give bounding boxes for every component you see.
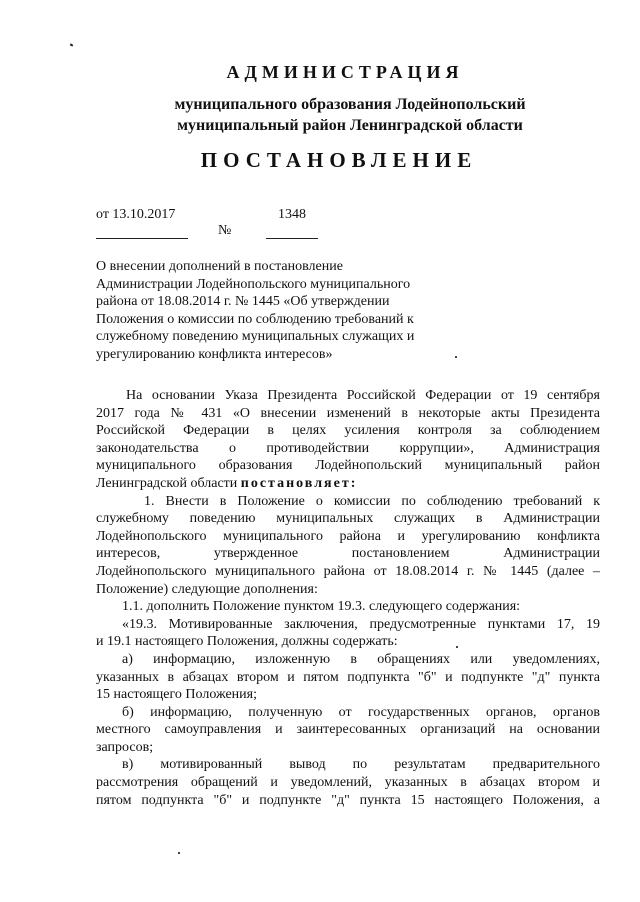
subject-line: урегулированию конфликта интересов» <box>96 346 333 362</box>
number-underline <box>266 238 318 239</box>
org-subtitle-line-2: муниципальный район Ленинградской области <box>177 117 523 134</box>
scan-artifact <box>70 43 74 46</box>
body-line: законодательства о противодействии коррупции», Администрация <box>96 440 600 456</box>
document-body <box>96 387 600 809</box>
scan-speck <box>456 646 458 648</box>
body-line <box>96 475 600 493</box>
date-underline <box>96 238 188 239</box>
body-line: «19.3. Мотивированные заключения, предусмотренные пунктами 17, 19 <box>122 616 600 632</box>
subject-line: О внесении дополнений в постановление <box>96 259 343 274</box>
body-line: 2017 года № 431 «О внесении изменений в некоторые акты Президента <box>96 405 600 421</box>
document-type-title: ПОСТАНОВЛЕНИЕ <box>200 148 478 172</box>
subject-line: района от 18.08.2014 г. № 1445 «Об утверждении <box>96 294 390 309</box>
body-line: Положение) следующие дополнения: <box>96 581 318 597</box>
body-line: Лодейнопольского муниципального района и урегулированию конфликта <box>96 528 600 544</box>
body-line: 1.1. дополнить Положение пунктом 19.3. следующего содержания: <box>122 599 521 615</box>
body-line: а) информацию, изложенную в обращениях или уведомлениях, <box>122 651 600 667</box>
scan-speck <box>455 356 457 358</box>
body-line: На основании Указа Президента Российской Федерации от 19 сентября <box>126 388 600 403</box>
document-subject <box>96 258 466 363</box>
body-line: и 19.1 настоящего Положения, должны содержать: <box>96 634 398 650</box>
body-line: Российской Федерации в целях усиления контроля за соблюдением <box>96 423 600 439</box>
body-line: 1. Внести в Положение о комиссии по соблюдению требований к <box>144 493 600 509</box>
body-line: в) мотивированный вывод по результатам предварительного <box>122 757 600 773</box>
number-sign: № <box>218 223 232 238</box>
body-line: рассмотрения обращений и уведомлений, указанных в абзацах втором и <box>96 775 600 791</box>
document-date: от 13.10.2017 <box>96 207 176 222</box>
subject-line: Администрации Лодейнопольского муниципального <box>96 276 411 292</box>
body-line: пятом подпункта "б" и подпункте "д" пункта 15 настоящего Положения, а <box>96 792 600 808</box>
body-line: муниципального образования Лодейнопольский муниципальный район <box>96 458 600 474</box>
body-line: указанных в абзацах втором и пятом подпункта "б" и подпункте "д" пункта <box>96 669 600 685</box>
body-line: интересов, утвержденное постановлением Администрации <box>96 546 600 562</box>
org-title: АДМИНИСТРАЦИЯ <box>226 62 464 82</box>
scan-speck <box>178 852 180 854</box>
org-subtitle-line-1: муниципального образования Лодейнопольский <box>174 96 526 113</box>
body-line: Лодейнопольского муниципального района от 18.08.2014 г. № 1445 (далее – <box>96 563 600 579</box>
body-line: 15 настоящего Положения; <box>96 687 257 703</box>
body-line: б) информацию, полученную от государственных органов, органов <box>122 704 600 720</box>
subject-line: служебному поведению муниципальных служащих и <box>96 329 415 344</box>
body-line: запросов; <box>96 739 154 755</box>
subject-line: Положения о комиссии по соблюдению требований к <box>96 311 414 327</box>
resolves-prefix: Ленинградской области <box>96 475 241 491</box>
document-number: 1348 <box>278 207 306 222</box>
body-line: служебному поведению муниципальных служащих в Администрации <box>96 511 600 527</box>
resolves-word: постановляет: <box>240 475 358 491</box>
body-line: местного самоуправления и заинтересованных организаций на основании <box>96 722 600 738</box>
